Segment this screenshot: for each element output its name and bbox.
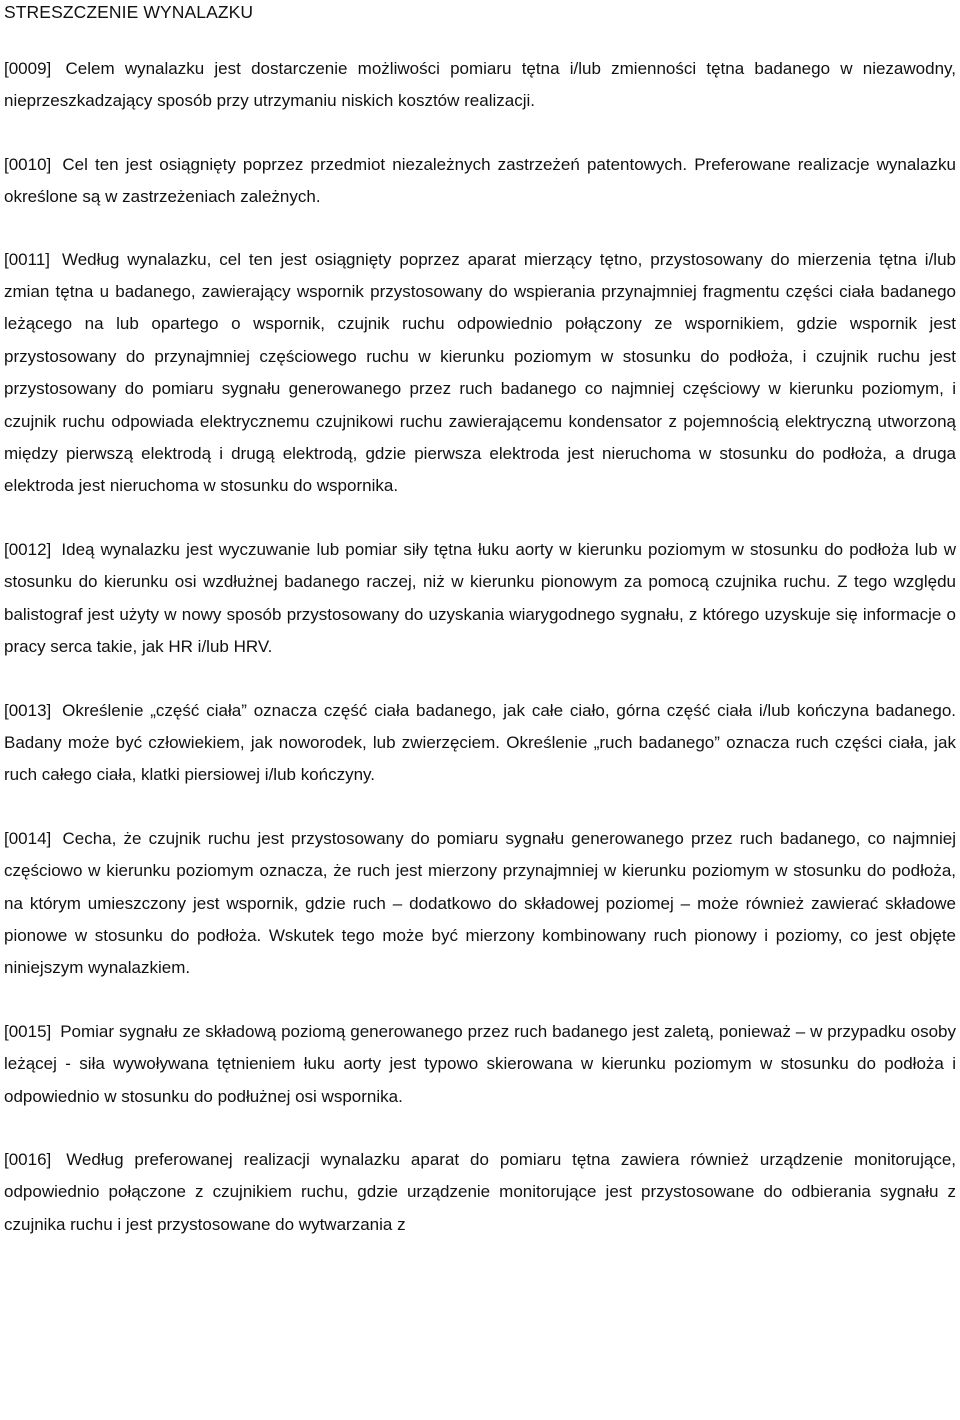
- paragraph-0016: [4, 1144, 956, 1241]
- paragraph-0012: [4, 534, 956, 664]
- paragraph-number: [0015]: [4, 1021, 52, 1041]
- paragraph-0009: [4, 53, 956, 118]
- paragraph-text: Cecha, że czujnik ruchu jest przystosowany do pomiaru sygnału generowanego przez ruch badanego, co najmniej częściowo w kierunku poziomym oznacza, że ruch jest mierzony przynajmniej w kierunku poziomym w stosunku do podłoża, na którym umieszczony jest wspornik, gdzie ruch – dodatkowo do składowej poziomej – może również zawierać składowe pionowe w stosunku do podłoża. Wskutek tego może być mierzony kombinowany ruch pionowy i poziomy, co jest objęte niniejszym wynalazkiem.: [4, 828, 956, 978]
- paragraph-number: [0010]: [4, 154, 52, 174]
- paragraph-number: [0014]: [4, 828, 52, 848]
- paragraph-number: [0013]: [4, 700, 52, 720]
- paragraph-number: [0012]: [4, 539, 52, 559]
- paragraph-0014: [4, 823, 956, 985]
- paragraph-number: [0016]: [4, 1149, 52, 1169]
- paragraph-0011: [4, 244, 956, 503]
- paragraph-0015: [4, 1016, 956, 1113]
- paragraph-text: Określenie „część ciała” oznacza część ciała badanego, jak całe ciało, górna część ciała i/lub kończyna badanego. Badany może być człowiekiem, jak noworodek, lub zwierzęciem. Określenie „ruch badanego” oznacza ruch części ciała, jak ruch całego ciała, klatki piersiowej i/lub kończyny.: [4, 700, 956, 785]
- paragraph-text: Ideą wynalazku jest wyczuwanie lub pomiar siły tętna łuku aorty w kierunku poziomym w stosunku do podłoża lub w stosunku do kierunku osi wzdłużnej badanego raczej, niż w kierunku pionowym za pomocą czujnika ruchu. Z tego względu balistograf jest użyty w nowy sposób przystosowany do uzyskania wiarygodnego sygnału, z którego uzyskuje się informacje o pracy serca takie, jak HR i/lub HRV.: [4, 539, 956, 657]
- paragraph-0010: [4, 149, 956, 214]
- paragraph-number: [0011]: [4, 249, 51, 269]
- paragraph-0013: [4, 695, 956, 792]
- paragraph-text: Celem wynalazku jest dostarczenie możliwości pomiaru tętna i/lub zmienności tętna badanego w niezawodny, nieprzeszkadzający sposób przy utrzymaniu niskich kosztów realizacji.: [4, 59, 956, 111]
- paragraph-text: Według preferowanej realizacji wynalazku aparat do pomiaru tętna zawiera również urządzenie monitorujące, odpowiednio połączone z czujnikiem ruchu, gdzie urządzenie monitorujące jest przystosowane do odbierania sygnału z czujnika ruchu i jest przystosowane do wytwarzania z: [4, 1149, 956, 1234]
- paragraph-text: Pomiar sygnału ze składową poziomą generowanego przez ruch badanego jest zaletą, ponieważ – w przypadku osoby leżącej - siła wywoływana tętnieniem łuku aorty jest typowo skierowana w kierunku poziomym w stosunku do podłoża i odpowiednio w stosunku do podłużnej osi wspornika.: [4, 1021, 957, 1106]
- paragraph-text: Cel ten jest osiągnięty poprzez przedmiot niezależnych zastrzeżeń patentowych. Preferowane realizacje wynalazku określone są w zastrzeżeniach zależnych.: [4, 154, 956, 207]
- paragraph-number: [0009]: [4, 59, 52, 78]
- document-page: [4, 0, 956, 1241]
- paragraph-text: Według wynalazku, cel ten jest osiągnięty poprzez aparat mierzący tętno, przystosowany do mierzenia tętna i/lub zmian tętna u badanego, zawierający wspornik przystosowany do wspierania przynajmniej fragmentu części ciała badanego leżącego na lub opartego o wspornik, czujnik ruchu odpowiednio połączony ze wspornikiem, gdzie wspornik jest przystosowany do przynajmniej częściowego ruchu w kierunku poziomym w stosunku do podłoża, i czujnik ruchu jest przystosowany do pomiaru sygnału generowanego przez ruch badanego co najmniej częściowy w kierunku poziomym, i czujnik ruchu odpowiada elektrycznemu czujnikowi ruchu zawierającemu kondensator z pojemnością elektryczną utworzoną między pierwszą elektrodą i drugą elektrodą, gdzie pierwsza elektroda jest nieruchoma w stosunku do podłoża, a druga elektroda jest nieruchoma w stosunku do wspornika.: [4, 249, 956, 496]
- section-heading: STRESZCZENIE WYNALAZKU: [4, 2, 254, 22]
